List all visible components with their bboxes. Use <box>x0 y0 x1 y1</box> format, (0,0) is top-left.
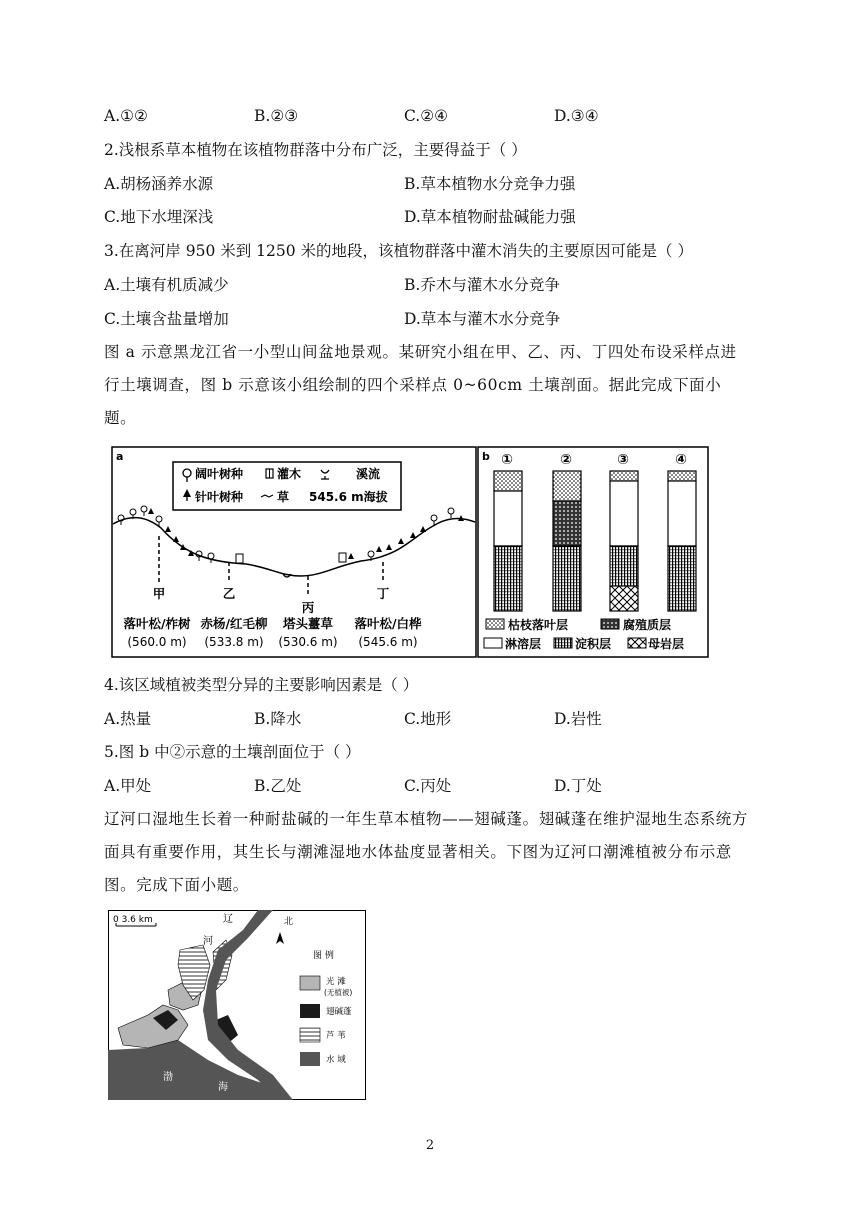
q4-option-c: C.地形 <box>404 710 452 728</box>
legend-elevation: 545.6 m海拔 <box>309 490 388 504</box>
q4-option-b: B.降水 <box>254 710 302 728</box>
legend-water: 水 域 <box>326 1055 346 1065</box>
legend-litter: 枯枝落叶层 <box>508 618 569 632</box>
legend-bare-note: (无植被) <box>324 988 353 997</box>
legend-illuvial: 淀积层 <box>575 637 612 651</box>
intro-paragraph-a: 图 a 示意黑龙江省一小型山间盆地景观。某研究小组在甲、乙、丙、丁四处布设采样点进行土壤调查，图 b 示意该小组绘制的四个采样点 0~60cm 土壤剖面。据此完成下面小题。 <box>104 343 737 427</box>
legend-bedrock: 母岩层 <box>648 637 685 651</box>
q1-option-d: D.③④ <box>554 107 599 125</box>
q4-option-d: D.岩性 <box>554 710 602 728</box>
site-yi-elev: (533.8 m) <box>204 635 264 649</box>
q1-option-b: B.②③ <box>254 107 299 125</box>
site-jia: 甲 <box>152 586 166 601</box>
q4-stem: 4.该区域植被类型分异的主要影响因素是（ ） <box>104 676 419 694</box>
column-4: ④ <box>675 452 687 468</box>
q2-option-b: B.草本植物水分竞争力强 <box>404 175 576 193</box>
site-ding: 丁 <box>376 586 390 601</box>
intro-paragraph-c: 辽河口湿地生长着一种耐盐碱的一年生草本植物——翅碱蓬。翅碱蓬在维护湿地生态系统方面具有重要作用，其生长与潮滩湿地水体盐度显著相关。下图为辽河口潮滩植被分布示意图。完成下面小题。 <box>104 810 749 894</box>
site-jia-elev: (560.0 m) <box>127 635 187 649</box>
site-jia-veg: 落叶松/柞树 <box>123 616 191 631</box>
liaohe-map <box>108 910 366 1100</box>
q3-option-b: B.乔木与灌木水分竞争 <box>404 276 560 294</box>
page-number: 2 <box>425 1138 435 1153</box>
map-legend-title: 图 例 <box>313 951 334 961</box>
q3-stem: 3.在离河岸 950 米到 1250 米的地段，该植物群落中灌木消失的主要原因可能是（ ） <box>104 242 693 260</box>
legend-grass: 草 <box>277 490 290 504</box>
q2-option-a: A.胡杨涵养水源 <box>104 175 214 193</box>
river-label-1: 辽 <box>223 914 233 925</box>
q3-option-a: A.土壤有机质减少 <box>104 276 229 294</box>
legend-suaeda: 翅碱蓬 <box>326 1007 352 1017</box>
q5-option-d: D.丁处 <box>554 777 602 795</box>
legend-reed: 芦 苇 <box>326 1031 346 1041</box>
column-1: ① <box>501 452 513 468</box>
q2-stem: 2.浅根系草本植物在该植物群落中分布广泛，主要得益于（ ） <box>104 141 527 159</box>
north-label: 北 <box>284 917 294 927</box>
q1-option-a: A.①② <box>104 107 148 125</box>
site-ding-elev: (545.6 m) <box>358 635 418 649</box>
q5-option-a: A.甲处 <box>104 777 152 795</box>
site-bing-veg: 塔头薹草 <box>282 616 334 631</box>
q5-option-c: C.丙处 <box>404 777 452 795</box>
fig-b-label: b <box>482 450 490 463</box>
river-label-2: 河 <box>203 936 213 947</box>
legend-humus: 腐殖质层 <box>623 618 672 632</box>
map-scale: 0 3.6 km <box>113 915 153 925</box>
q5-stem: 5.图 b 中②示意的土壤剖面位于（ ） <box>104 743 361 761</box>
column-3: ③ <box>617 452 629 468</box>
q5-option-b: B.乙处 <box>254 777 302 795</box>
q2-option-d: D.草本植物耐盐碱能力强 <box>404 208 576 226</box>
q1-option-c: C.②④ <box>404 107 449 125</box>
column-2: ② <box>560 452 572 468</box>
site-bing: 丙 <box>301 600 315 615</box>
q3-option-c: C.土壤含盐量增加 <box>104 310 229 328</box>
legend-broadleaf: 阔叶树种 <box>195 467 244 481</box>
site-yi-veg: 赤杨/红毛柳 <box>200 616 268 631</box>
legend-conifer: 针叶树种 <box>195 490 244 504</box>
legend-stream: 溪流 <box>356 467 381 481</box>
legend-eluvial: 淋溶层 <box>505 637 542 651</box>
q4-option-a: A.热量 <box>104 710 152 728</box>
sea-label-2: 海 <box>218 1082 228 1093</box>
site-ding-veg: 落叶松/白桦 <box>354 616 422 631</box>
figure-ab <box>111 446 709 658</box>
q3-option-d: D.草本与灌木水分竞争 <box>404 310 561 328</box>
q2-option-c: C.地下水埋深浅 <box>104 208 214 226</box>
site-bing-elev: (530.6 m) <box>278 635 338 649</box>
sea-label-1: 渤 <box>163 1072 173 1083</box>
legend-bare: 光 滩 <box>326 977 346 987</box>
legend-shrub: 灌木 <box>277 467 302 481</box>
fig-a-label: a <box>116 450 124 463</box>
site-yi: 乙 <box>222 586 236 601</box>
